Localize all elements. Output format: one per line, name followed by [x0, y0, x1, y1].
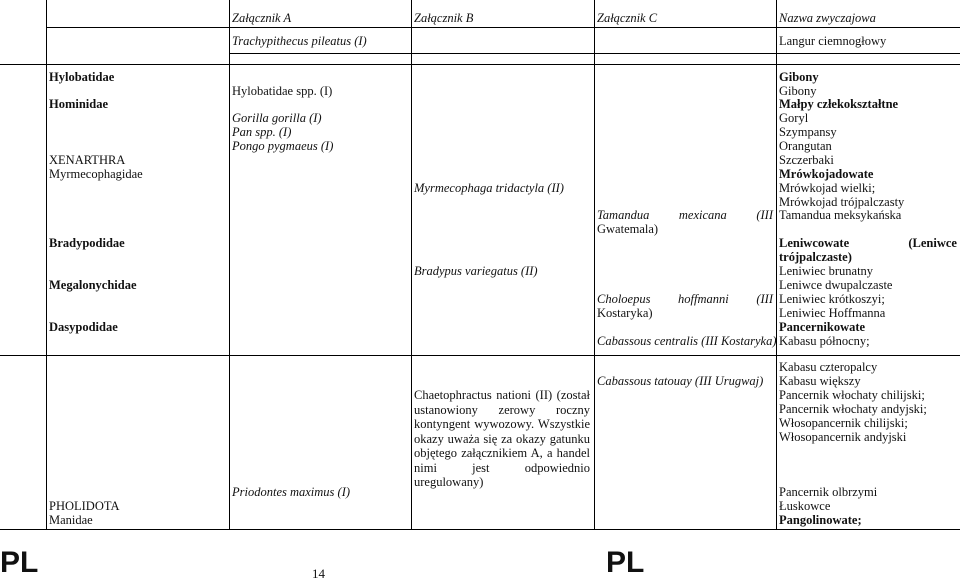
row-divider-3 [0, 355, 960, 356]
header-col-c: Załącznik C [597, 11, 658, 25]
name-szczerbaki: Szczerbaki [779, 153, 834, 167]
pongo-entry: Pongo pygmaeus (I) [232, 139, 334, 153]
name-mrowkojad-wielki: Mrówkojad wielki; [779, 181, 876, 195]
bradypus-entry: Bradypus variegatus (II) [414, 264, 538, 278]
choloepus-entry-line1: Choloepus hoffmanni (III [597, 292, 773, 306]
name-goryl: Goryl [779, 111, 809, 125]
name-pancernik-chilijski: Pancernik włochaty chilijski; [779, 388, 925, 402]
name-pangolinowate-heading: Pangolinowate; [779, 513, 862, 527]
name-leniwcowate-heading-line1: Leniwcowate (Leniwce [779, 236, 957, 250]
gorilla-entry: Gorilla gorilla (I) [232, 111, 322, 125]
name-malpy-heading: Małpy człekokształtne [779, 97, 899, 111]
header-col-b: Załącznik B [414, 11, 474, 25]
myrmecophaga-entry: Myrmecophaga tridactyla (II) [414, 181, 564, 195]
taxon-hominidae: Hominidae [49, 97, 109, 111]
name-pancernik-olbrzymi: Pancernik olbrzymi [779, 485, 878, 499]
name-luskowce: Łuskowce [779, 499, 831, 513]
name-kabasu-czteropalcy: Kabasu czteropalcy [779, 360, 878, 374]
name-leniwce-dwupalczaste: Leniwce dwupalczaste [779, 278, 893, 292]
table-border-left [46, 0, 47, 529]
name-mrowkojad-trojpalczasty: Mrówkojad trójpalczasty [779, 195, 905, 209]
pan-entry: Pan spp. (I) [232, 125, 292, 139]
taxon-manidae: Manidae [49, 513, 93, 527]
column-divider-a [229, 0, 230, 529]
name-szympansy: Szympansy [779, 125, 837, 139]
hylobatidae-spp-entry: Hylobatidae spp. (I) [232, 84, 333, 98]
taxon-megalonychidae: Megalonychidae [49, 278, 137, 292]
taxon-myrmecophagidae: Myrmecophagidae [49, 167, 143, 181]
header-col-name: Nazwa zwyczajowa [779, 11, 876, 25]
priodontes-entry: Priodontes maximus (I) [232, 485, 351, 499]
column-divider-c [594, 0, 595, 529]
langur-name: Langur ciemnogłowy [779, 34, 887, 48]
name-mrowkojadowate-heading: Mrówkojadowate [779, 167, 874, 181]
choloepus-entry-line2: Kostaryka) [597, 306, 653, 320]
taxon-hylobatidae: Hylobatidae [49, 70, 115, 84]
name-tamandua: Tamandua meksykańska [779, 208, 902, 222]
chaetophractus-entry: Chaetophractus nationi (II) (został ustanowiony zerowy roczny kontyngent wywozowy. Wszystkie okazy uważa się za okazy gatunku objętego załącznikiem A, a handel nimi jest odpowiednio uregulowany) [414, 388, 590, 489]
name-kabasu-polnocny: Kabasu północny; [779, 334, 870, 348]
cabassous-tatouay-entry: Cabassous tatouay (III Urugwaj) [597, 374, 764, 388]
footer-language-left: PL [0, 546, 39, 579]
name-gibony: Gibony [779, 84, 817, 98]
name-leniwiec-krotkoszyi: Leniwiec krótkoszyi; [779, 292, 885, 306]
name-wlosopancernik-chilijski: Włosopancernik chilijski; [779, 416, 908, 430]
tamandua-entry-line2: Gwatemala) [597, 222, 659, 236]
name-orangutan: Orangutan [779, 139, 832, 153]
header-col-a: Załącznik A [232, 11, 292, 25]
header-row-divider [46, 27, 960, 28]
name-leniwiec-brunatny: Leniwiec brunatny [779, 264, 874, 278]
taxon-bradypodidae: Bradypodidae [49, 236, 125, 250]
name-pancernik-andyjski: Pancernik włochaty andyjski; [779, 402, 927, 416]
taxon-pholidota: PHOLIDOTA [49, 499, 120, 513]
cabassous-centralis-entry: Cabassous centralis (III Kostaryka) [597, 334, 777, 348]
page-number: 14 [312, 566, 325, 581]
name-kabasu-wiekszy: Kabasu większy [779, 374, 861, 388]
name-pancernikowate-heading: Pancernikowate [779, 320, 866, 334]
name-leniwiec-hoffmanna: Leniwiec Hoffmanna [779, 306, 886, 320]
trachypithecus-entry: Trachypithecus pileatus (I) [232, 34, 367, 48]
taxon-dasypodidae: Dasypodidae [49, 320, 118, 334]
taxon-xenarthra: XENARTHRA [49, 153, 126, 167]
name-leniwcowate-heading-line2: trójpalczaste) [779, 250, 852, 264]
name-wlosopancernik-andyjski: Włosopancernik andyjski [779, 430, 907, 444]
column-divider-b [411, 0, 412, 529]
row-divider-1 [229, 53, 960, 54]
column-divider-name [776, 0, 777, 529]
table-bottom-border [0, 529, 960, 530]
name-gibony-heading: Gibony [779, 70, 819, 84]
footer-language-right: PL [606, 546, 645, 579]
tamandua-entry-line1: Tamandua mexicana (III [597, 208, 773, 222]
row-divider-2 [0, 64, 960, 65]
